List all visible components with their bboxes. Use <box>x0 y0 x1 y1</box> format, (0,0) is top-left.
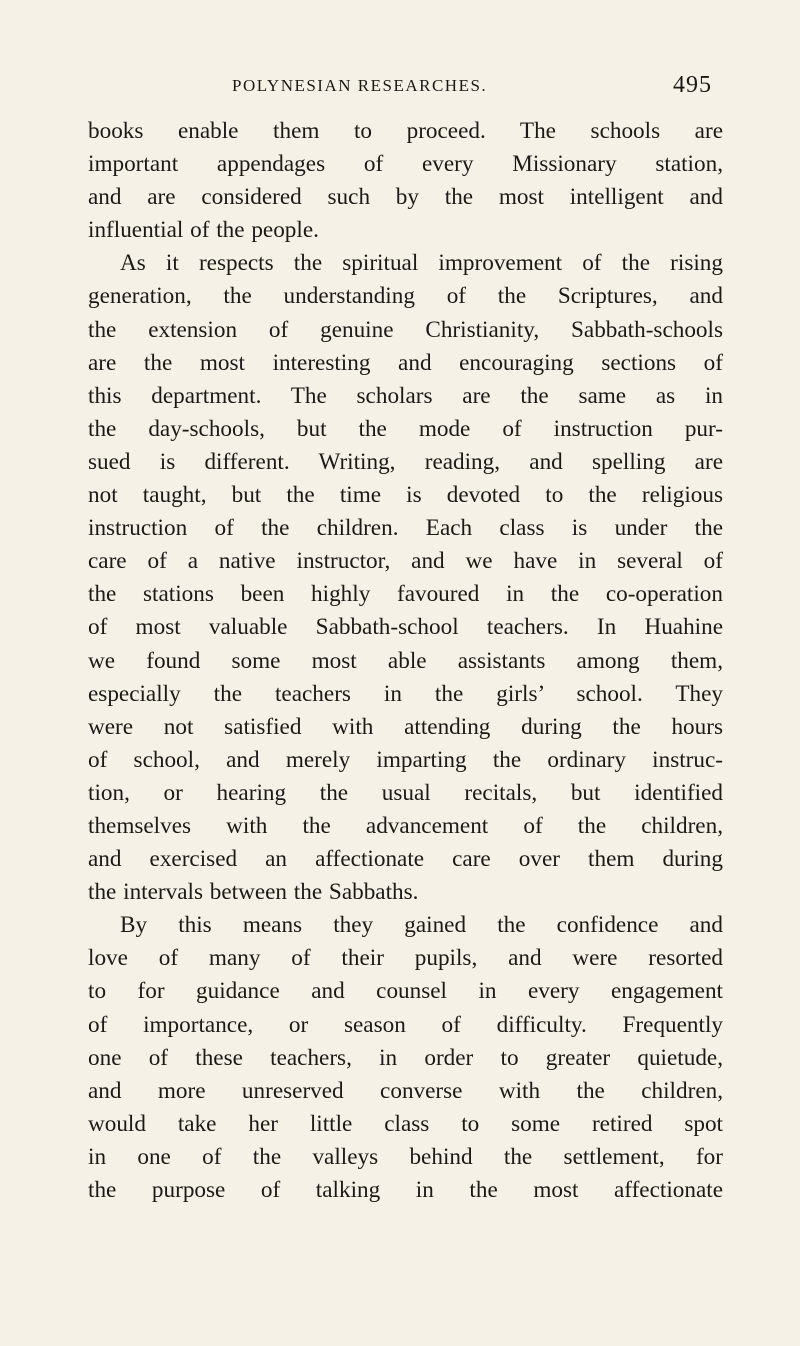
text-line: themselves with the advancement of the children, <box>88 812 723 839</box>
text-line: instruction of the children. Each class is under the <box>88 515 723 542</box>
text-line: especially the teachers in the girls’ school. They <box>88 680 723 707</box>
text-line: books enable them to proceed. The schools are <box>88 118 723 144</box>
text-line: one of these teachers, in order to greater quietude, <box>88 1044 723 1071</box>
page-body <box>88 115 723 1207</box>
text-line: not taught, but the time is devoted to the religious <box>88 482 723 509</box>
text-line: sued is different. Writing, reading, and spelling are <box>88 448 723 475</box>
text-line: in one of the valleys behind the settlement, for <box>88 1143 723 1170</box>
paragraph-1 <box>88 115 723 247</box>
paragraph-3 <box>88 909 723 1207</box>
text-line: were not satisfied with attending during the hours <box>88 713 723 740</box>
running-title: POLYNESIAN RESEARCHES. <box>232 76 488 95</box>
text-line: the stations been highly favoured in the co-operation <box>88 581 723 608</box>
text-line: this department. The scholars are the same as in <box>88 382 723 409</box>
text-line: would take her little class to some retired spot <box>88 1110 723 1137</box>
text-line: As it respects the spiritual improvement of the rising <box>120 250 723 277</box>
text-line: generation, the understanding of the Scriptures, and <box>88 283 723 310</box>
text-line: tion, or hearing the usual recitals, but identified <box>88 779 723 806</box>
text-line: we found some most able assistants among them, <box>88 647 723 674</box>
text-line: and more unreserved converse with the children, <box>88 1077 723 1104</box>
text-line: are the most interesting and encouraging sections of <box>88 349 723 376</box>
text-line: and exercised an affectionate care over them during <box>88 846 723 873</box>
text-line: the day-schools, but the mode of instruction pur- <box>88 415 723 442</box>
text-line: and are considered such by the most intelligent and <box>88 184 723 211</box>
page-number: 495 <box>673 72 712 98</box>
paragraph-2 <box>88 247 723 909</box>
text-line: to for guidance and counsel in every engagement <box>88 978 723 1005</box>
text-line: influential of the people. <box>88 217 319 244</box>
text-line: of school, and merely imparting the ordinary instruc- <box>88 746 723 773</box>
text-line: By this means they gained the confidence and <box>120 912 723 939</box>
text-line: the intervals between the Sabbaths. <box>88 879 419 906</box>
text-line: important appendages of every Missionary station, <box>88 151 723 178</box>
text-line: care of a native instructor, and we have in several of <box>88 548 723 575</box>
text-line: the extension of genuine Christianity, Sabbath-schools <box>88 316 723 343</box>
text-line: of most valuable Sabbath-school teachers. In Huahine <box>88 614 723 641</box>
text-line: of importance, or season of difficulty. Frequently <box>88 1011 723 1038</box>
text-line: love of many of their pupils, and were resorted <box>88 945 723 972</box>
text-line: the purpose of talking in the most affectionate <box>88 1177 723 1203</box>
